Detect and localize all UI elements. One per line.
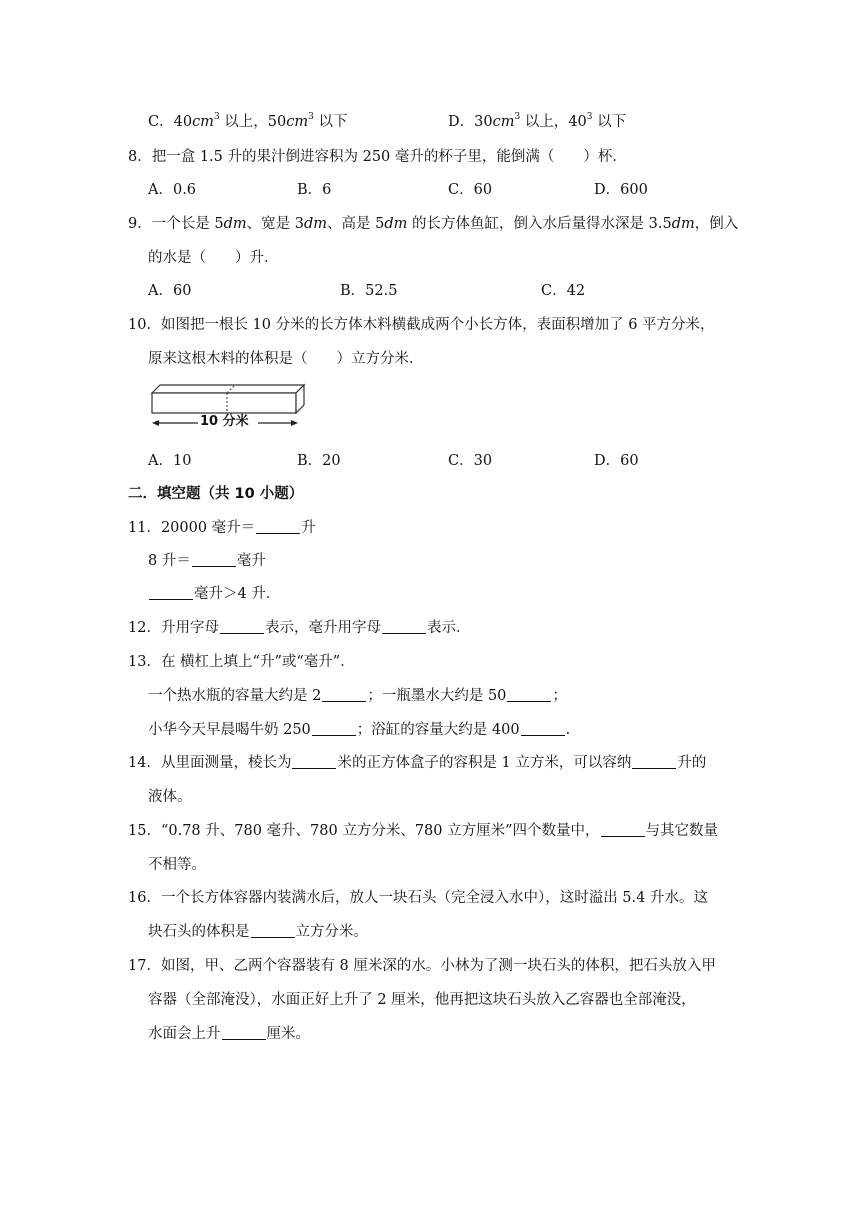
answer-blank[interactable] [382,619,426,634]
q8-option-c: C．60 [448,182,493,198]
q7-option-c: C．$40cm^3$ 以上，$50cm^3$ 以下 [148,112,348,130]
q7-option-d: D．$30cm^3$ 以上，$40^3$ 以下 [448,112,627,130]
answer-blank[interactable] [220,619,264,634]
q8-stem: 8．把一盒 1.5 升的果汁倒进容积为 250 毫升的杯子里，能倒满（ ）杯． [128,149,627,165]
q14-line2: 液体。 [148,789,192,805]
wood-beam-figure [150,381,308,429]
q11-line3: 毫升＞4 升． [148,584,280,604]
q9-option-a: A．60 [148,283,192,299]
q10-option-b: B．20 [297,453,341,469]
q16-line1: 16．一个长方体容器内装满水后，放人一块石头（完全浸入水中），这时溢出 5.4 升水。这 [128,890,708,906]
q9-option-c: C．42 [541,283,586,299]
answer-blank[interactable] [292,754,336,769]
answer-blank[interactable] [222,1025,266,1040]
answer-blank[interactable] [322,687,366,702]
q9-option-b: B．52.5 [340,283,398,299]
q13-stem: 13．在 横杠上填上“升”或“毫升”． [128,654,355,670]
answer-blank[interactable] [312,721,356,736]
answer-blank[interactable] [507,687,551,702]
q17-line3: 水面会上升 厘米。 [148,1026,310,1042]
q11-line1: 11．20000 毫升＝ 升 [128,520,316,536]
q17-line2: 容器（全部淹没），水面正好上升了 2 厘米，他再把这块石头放入乙容器也全部淹没， [148,992,696,1008]
q10-option-a: A．10 [148,453,192,469]
q17-line1: 17．如图，甲、乙两个容器装有 8 厘米深的水。小林为了测一块石头的体积，把石头放入甲 [128,958,716,974]
q14-line1: 14．从里面测量，棱长为 米的正方体盒子的容积是 1 立方米，可以容纳 升的 [128,755,707,771]
q10-option-d: D．60 [594,453,639,469]
q10-option-c: C．30 [448,453,493,469]
q10-stem-line2: 原来这根木料的体积是（ ）立方分米． [148,351,424,367]
section-heading-fill-blank: 二．填空题（共 10 小题） [128,486,304,502]
figure-length-label: 10 分米 [200,414,249,429]
q13-line1: 一个热水瓶的容量大约是 2 ；一瓶墨水大约是 50 ； [148,688,567,704]
q12-stem: 12．升用字母 表示，毫升用字母 表示． [128,620,471,636]
q8-option-d: D．600 [594,182,648,198]
q11-line2: 8 升＝ 毫升 [148,553,266,569]
answer-blank[interactable] [149,585,193,600]
answer-blank[interactable] [256,519,300,534]
q15-line1: 15．“0.78 升、780 毫升、780 立方分米、780 立方厘米”四个数量中， 与其它数量 [128,823,719,839]
answer-blank[interactable] [632,754,676,769]
q8-option-b: B．6 [297,182,332,198]
answer-blank[interactable] [192,552,236,567]
answer-blank[interactable] [601,822,645,837]
q15-line2: 不相等。 [148,857,206,873]
q8-option-a: A．0.6 [148,182,197,198]
q9-stem-line2: 的水是（ ）升． [148,250,279,266]
q16-line2: 块石头的体积是 立方分米。 [148,924,368,940]
q9-stem-line1: 9．一个长是 5dm、宽是 3dm、高是 5dm 的长方体鱼缸，倒入水后量得水深是 3.5dm，倒入 [128,216,739,232]
q10-stem-line1: 10．如图把一根长 10 分米的长方体木料横截成两个小长方体，表面积增加了 6 平方分米， [128,317,715,333]
answer-blank[interactable] [251,923,295,938]
answer-blank[interactable] [521,721,565,736]
q13-line2: 小华今天早晨喝牛奶 250 ；浴缸的容量大约是 400 . [148,722,571,738]
